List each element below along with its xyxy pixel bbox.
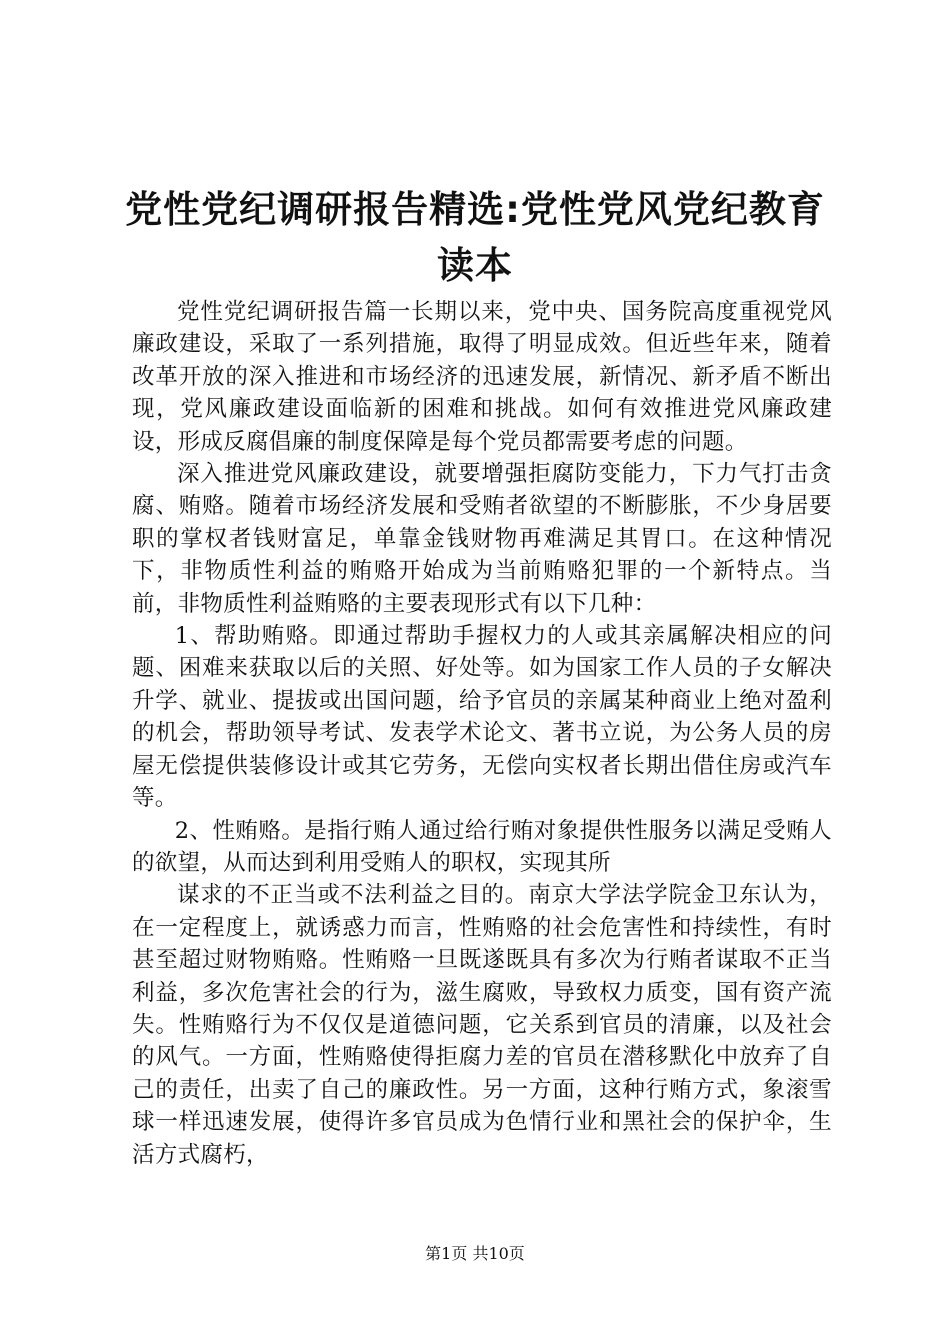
paragraph-intro: 党性党纪调研报告篇一长期以来，党中央、国务院高度重视党风廉政建设，采取了一系列措施，取得了明显成效。但近些年来，随着改革开放的深入推进和市场经济的迅速发展，新情况、新矛盾不断出现，党风廉政建设面临新的困难和挑战。如何有效推进党风廉政建设，形成反腐倡廉的制度保障是每个党员都需要考虑的问题。 <box>132 299 832 455</box>
paragraph-sex-bribery-continued: 谋求的不正当或不法利益之目的。南京大学法学院金卫东认为，在一定程度上，就诱惑力而言，性贿赂的社会危害性和持续性，有时甚至超过财物贿赂。性贿赂一旦既遂既具有多次为行贿者谋取不正当利益，多次危害社会的行为，滋生腐败，导致权力质变，国有资产流失。性贿赂行为不仅仅是道德问题，它关系到官员的清廉，以及社会的风气。一方面，性贿赂使得拒腐力差的官员在潜移默化中放弃了自己的责任，出卖了自己的廉政性。另一方面，这种行贿方式，象滚雪球一样迅速发展，使得许多官员成为色情行业和黑社会的保护伞，生活方式腐朽， <box>132 882 832 1168</box>
document-title: 党性党纪调研报告精选:党性党风党纪教育读本 <box>125 188 825 287</box>
page-footer: 第1页 共10页 <box>425 1244 525 1263</box>
paragraph-bribery-overview: 深入推进党风廉政建设，就要增强拒腐防变能力，下力气打击贪腐、贿赂。随着市场经济发展和受贿者欲望的不断膨胀，不少身居要职的掌权者钱财富足，单靠金钱财物再难满足其胃口。在这种情况下，非物质性利益的贿赂开始成为当前贿赂犯罪的一个新特点。当前，非物质性利益贿赂的主要表现形式有以下几种： <box>132 461 832 617</box>
paragraph-help-bribery: 1、帮助贿赂。即通过帮助手握权力的人或其亲属解决相应的问题、困难来获取以后的关照、好处等。如为国家工作人员的子女解决升学、就业、提拔或出国问题，给予官员的亲属某种商业上绝对盈利的机会，帮助领导考试、发表学术论文、著书立说，为公务人员的房屋无偿提供装修设计或其它劳务，无偿向实权者长期出借住房或汽车等。 <box>132 623 832 812</box>
paragraph-sex-bribery: 2、性贿赂。是指行贿人通过给行贿对象提供性服务以满足受贿人的欲望，从而达到利用受贿人的职权，实现其所 <box>132 817 832 876</box>
document-body <box>132 296 832 1171</box>
